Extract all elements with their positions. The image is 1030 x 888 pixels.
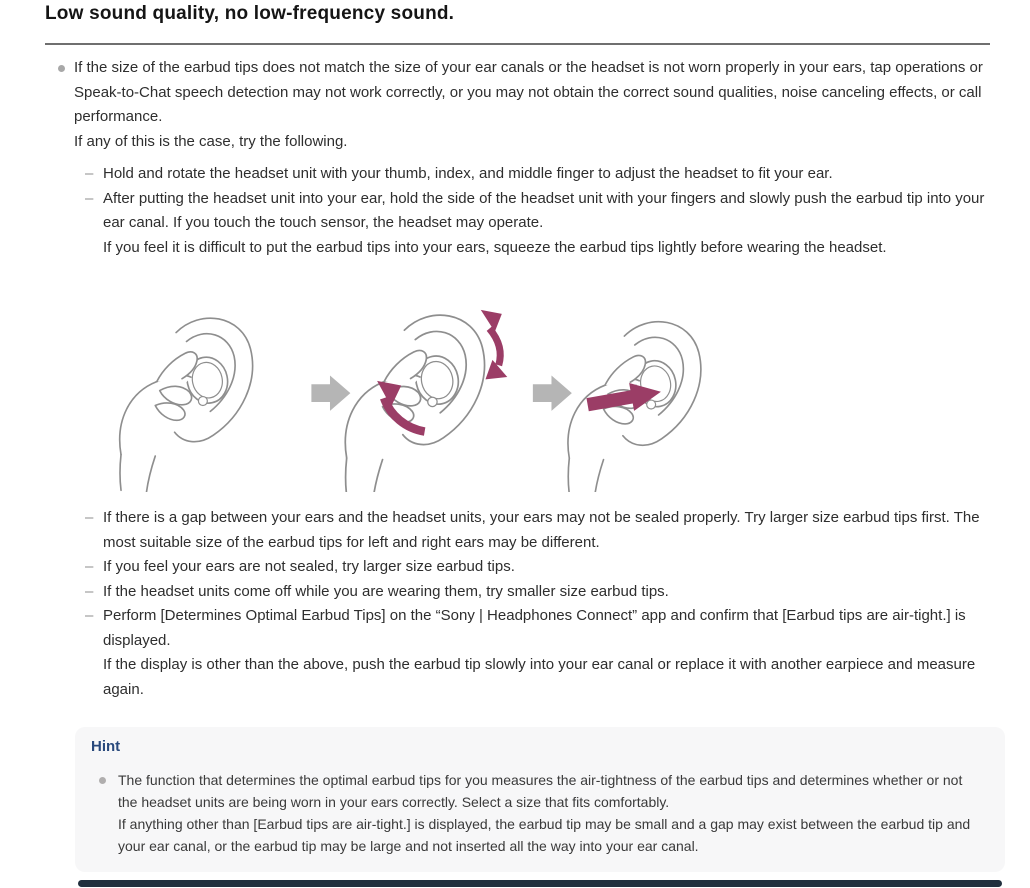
dash-item [45, 506, 997, 555]
horizontal-scrollbar-thumb[interactable] [78, 880, 1002, 887]
step-paragraph: If you feel it is difficult to put the earbud tips into your ears, squeeze the earbud tips lightly before wearing the headset. [103, 238, 887, 256]
intro-paragraph: If any of this is the case, try the following. [74, 132, 348, 150]
hint-list [91, 769, 985, 857]
panel-hold-earbud [120, 318, 253, 492]
hint-paragraph: If anything other than [Earbud tips are air-tight.] is displayed, the earbud tip may be small and a gap may exist between the earbud tip and your ear canal, or the earbud tip may be large and not inserted all the way into your ear canal. [118, 816, 971, 854]
next-step-arrow-icon [311, 375, 350, 410]
tip-paragraph: If the display is other than the above, push the earbud tip slowly into your ear canal or replace it with another earpiece and measure again. [103, 656, 976, 698]
panel-rotate-earbud [345, 310, 507, 492]
fit-illustration-svg [97, 297, 757, 492]
dash-item [45, 162, 997, 187]
tip-paragraph: – Perform [Determines Optimal Earbud Tips] on the “Sony | Headphones Connect” app and confirm that [Earbud tips are air-tight.] is displayed. [103, 607, 966, 649]
dash-item [45, 555, 997, 580]
bullet-item [91, 769, 985, 857]
bullet-item [45, 56, 990, 154]
intro-list [45, 56, 990, 154]
tip-paragraph: – If there is a gap between your ears and the headset units, your ears may not be sealed properly. Try larger size earbud tips first. The most suitable size of the earbud tips for left and right ears may be different. [103, 509, 980, 551]
fit-illustration [97, 297, 757, 492]
hint-paragraph: The function that determines the optimal earbud tips for you measures the air-tightness of the earbud tips and determines whether or not the headset units are being worn in your ears correctly. Select a size that fits comfortably. [118, 772, 963, 810]
panel-push-earbud [568, 322, 701, 492]
tip-paragraph: – If you feel your ears are not sealed, try larger size earbud tips. [103, 558, 515, 575]
step-paragraph: – Hold and rotate the headset unit with your thumb, index, and middle finger to adjust the headset to fit your ear. [103, 165, 833, 182]
dash-item [45, 604, 997, 702]
hint-title: Hint [91, 738, 121, 755]
tips-list [45, 506, 997, 702]
page-title: Low sound quality, no low-frequency sound. [45, 3, 455, 24]
hint-box [75, 727, 1005, 872]
dash-item [45, 187, 997, 261]
intro-paragraph: If the size of the earbud tips does not match the size of your ear canals or the headset is not worn properly in your ears, tap operations or Speak-to-Chat speech detection may not work correctly, or you may not obtain the correct sound qualities, noise canceling effects, or call performance. [74, 59, 983, 125]
tip-paragraph: – If the headset units come off while you are wearing them, try smaller size earbud tips. [103, 582, 669, 600]
title-divider [45, 43, 990, 45]
next-step-arrow-icon [533, 375, 572, 410]
fit-steps-list [45, 162, 997, 260]
dash-item [45, 580, 997, 605]
step-paragraph: – After putting the headset unit into your ear, hold the side of the headset unit with your fingers and slowly push the earbud tip into your ear canal. If you touch the touch sensor, the headset may operate. [103, 189, 985, 231]
